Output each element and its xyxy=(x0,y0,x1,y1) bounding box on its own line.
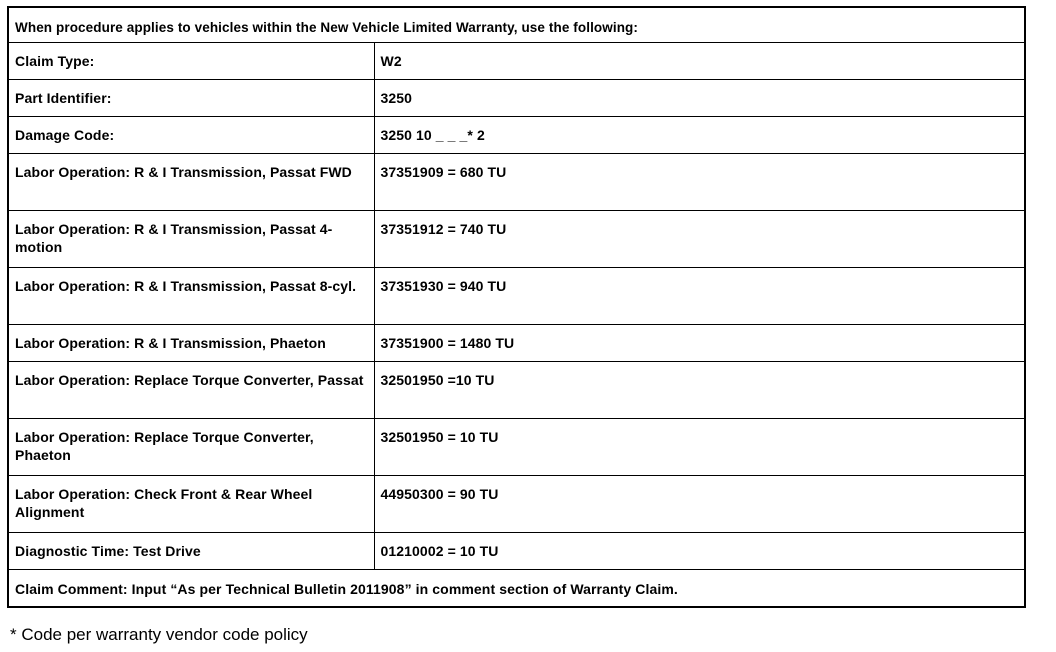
table-row-damage-code xyxy=(8,116,1025,153)
claim-comment: Claim Comment: Input “As per Technical Bulletin 2011908” in comment section of Warranty Claim. xyxy=(8,569,1025,607)
row-label: Part Identifier: xyxy=(8,79,374,116)
table-row-labor-passat-fwd xyxy=(8,153,1025,210)
row-value: W2 xyxy=(374,42,1025,79)
warranty-claim-table xyxy=(7,6,1026,608)
row-label: Damage Code: xyxy=(8,116,374,153)
row-value: 32501950 =10 TU xyxy=(374,361,1025,418)
row-label: Labor Operation: R & I Transmission, Passat FWD xyxy=(8,153,374,210)
row-value: 37351930 = 940 TU xyxy=(374,267,1025,324)
table-row-part-identifier xyxy=(8,79,1025,116)
table-row-torque-converter-phaeton xyxy=(8,418,1025,475)
row-value: 01210002 = 10 TU xyxy=(374,532,1025,569)
table-row-wheel-alignment xyxy=(8,475,1025,532)
row-label: Labor Operation: Check Front & Rear Wheel Alignment xyxy=(8,475,374,532)
table-row-labor-phaeton xyxy=(8,324,1025,361)
row-value: 3250 10 _ _ _* 2 xyxy=(374,116,1025,153)
row-label: Diagnostic Time: Test Drive xyxy=(8,532,374,569)
row-value: 32501950 = 10 TU xyxy=(374,418,1025,475)
footnote: * Code per warranty vendor code policy xyxy=(10,625,308,644)
row-value: 44950300 = 90 TU xyxy=(374,475,1025,532)
table-row-labor-passat-8cyl xyxy=(8,267,1025,324)
table-row-claim-type xyxy=(8,42,1025,79)
table-header: When procedure applies to vehicles within the New Vehicle Limited Warranty, use the following: xyxy=(8,7,1025,42)
row-value: 3250 xyxy=(374,79,1025,116)
row-value: 37351912 = 740 TU xyxy=(374,210,1025,267)
row-label: Claim Type: xyxy=(8,42,374,79)
row-label: Labor Operation: R & I Transmission, Phaeton xyxy=(8,324,374,361)
table-footer-row xyxy=(8,569,1025,607)
table-row-test-drive xyxy=(8,532,1025,569)
row-value: 37351909 = 680 TU xyxy=(374,153,1025,210)
row-label: Labor Operation: Replace Torque Converter, Passat xyxy=(8,361,374,418)
table-header-row xyxy=(8,7,1025,42)
row-label: Labor Operation: Replace Torque Converter, Phaeton xyxy=(8,418,374,475)
table-row-torque-converter-passat xyxy=(8,361,1025,418)
table-row-labor-passat-4motion xyxy=(8,210,1025,267)
row-value: 37351900 = 1480 TU xyxy=(374,324,1025,361)
row-label: Labor Operation: R & I Transmission, Passat 4-motion xyxy=(8,210,374,267)
row-label: Labor Operation: R & I Transmission, Passat 8-cyl. xyxy=(8,267,374,324)
